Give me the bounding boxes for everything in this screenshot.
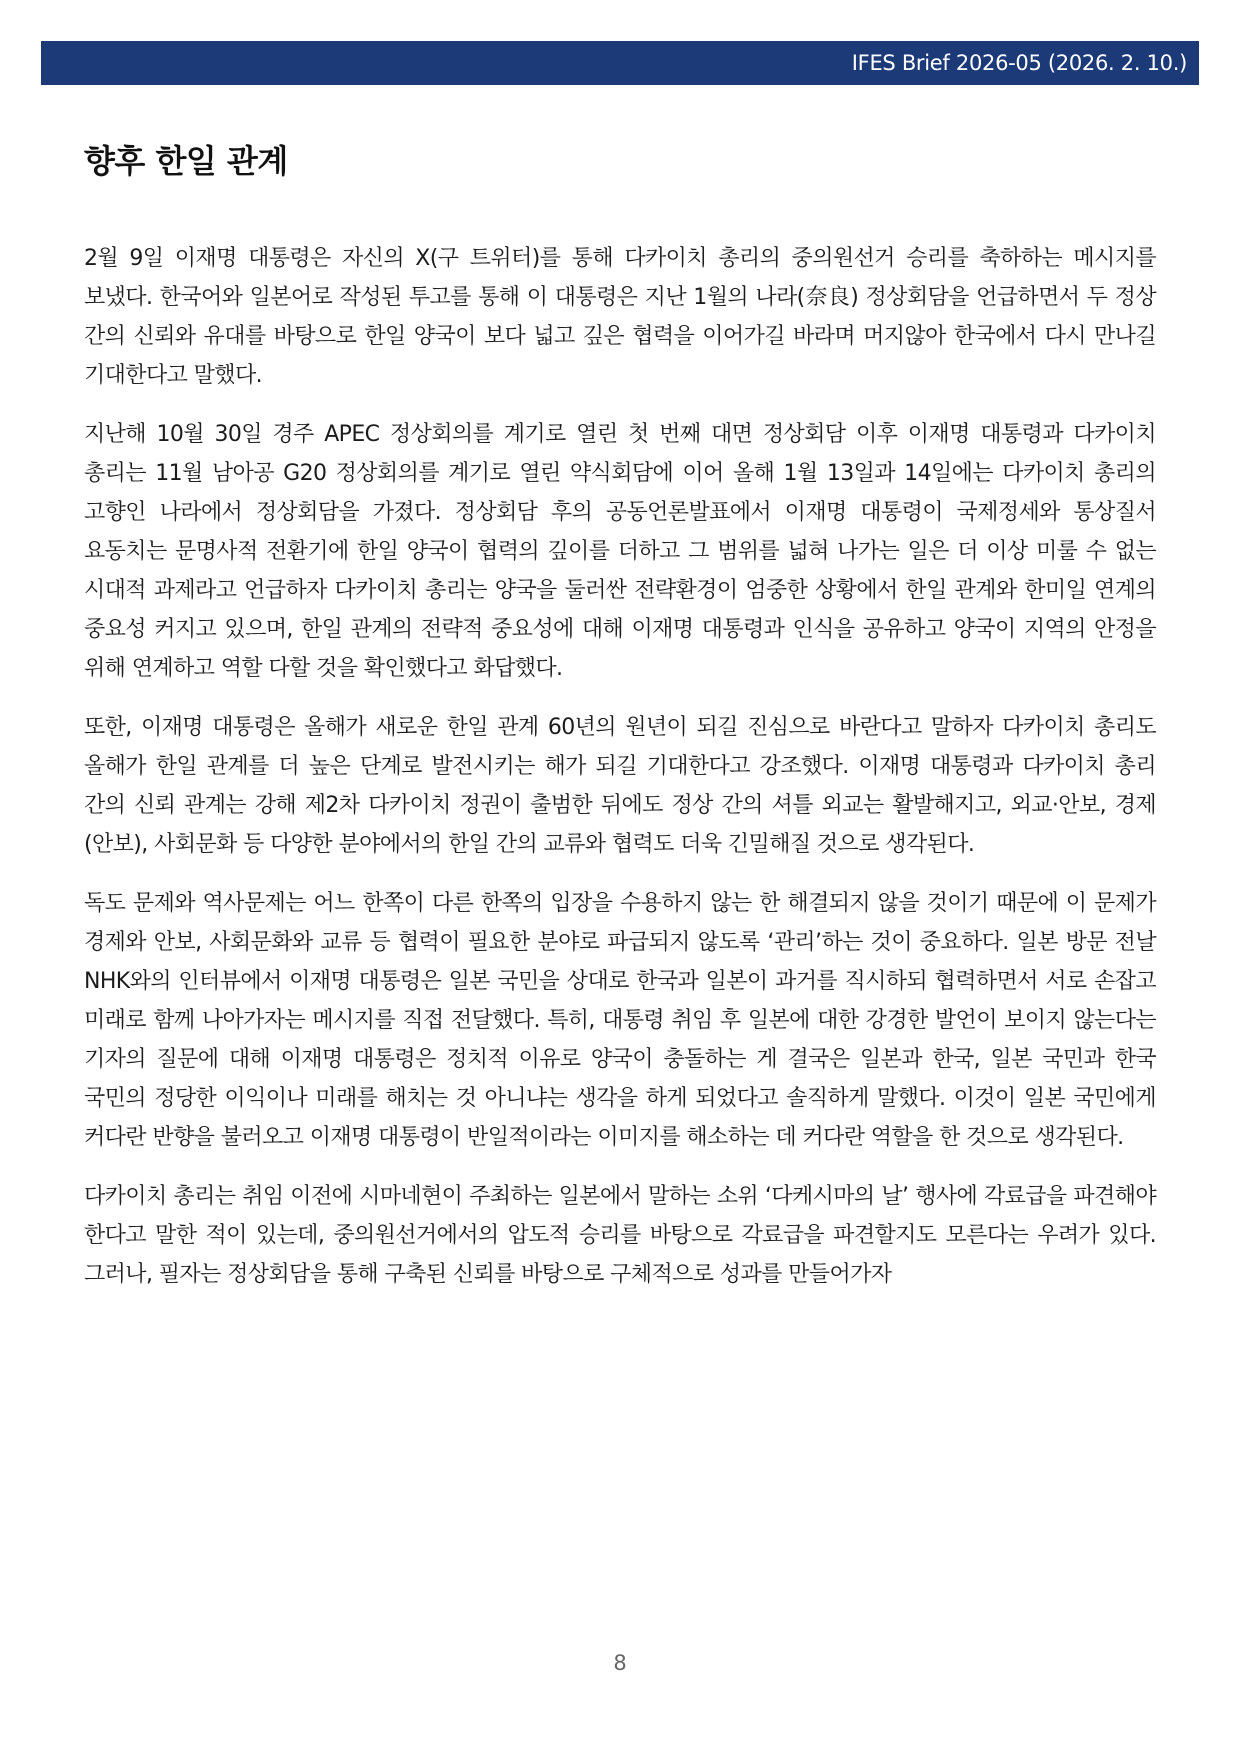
paragraph: 다카이치 총리는 취임 이전에 시마네현이 주최하는 일본에서 말하는 소위 ‘다케시마의 날’ 행사에 각료급을 파견해야 한다고 말한 적이 있는데, 중의원선거에서의 압도적 승리를 바탕으로 각료급을 파견할지도 모른다는 우려가 있다. 그러나, 필자는 정상회담을 통해 구축된 신뢰를 바탕으로 구체적으로 성과를 만들어가자 (84, 1184, 1156, 1287)
body-text (84, 239, 1156, 1314)
paragraph: 지난해 10월 30일 경주 APEC 정상회의를 계기로 열린 첫 번째 대면 정상회담 이후 이재명 대통령과 다카이치 총리는 11월 남아공 G20 정상회의를 계기로 열린 약식회담에 이어 올해 1월 13일과 14일에는 다카이치 총리의 고향인 나라에서 정상회담을 가졌다. 정상회담 후의 공동언론발표에서 이재명 대통령이 국제정세와 통상질서 요동치는 문명사적 전환기에 한일 양국이 협력의 깊이를 더하고 그 범위를 넓혀 나가는 일은 더 이상 미룰 수 없는 시대적 과제라고 언급하자 다카이치 총리는 양국을 둘러싼 전략환경이 엄중한 상황에서 한일 관계와 한미일 연계의 중요성 커지고 있으며, 한일 관계의 전략적 중요성에 대해 이재명 대통령과 인식을 공유하고 양국이 지역의 안정을 위해 연계하고 역할 다할 것을 확인했다고 화답했다. (84, 422, 1156, 681)
paragraph: 2월 9일 이재명 대통령은 자신의 X(구 트위터)를 통해 다카이치 총리의 중의원선거 승리를 축하하는 메시지를 보냈다. 한국어와 일본어로 작성된 투고를 통해 이 대통령은 지난 1월의 나라(奈良) 정상회담을 언급하면서 두 정상 간의 신뢰와 유대를 바탕으로 한일 양국이 보다 넓고 깊은 협력을 이어가길 바라며 머지않아 한국에서 다시 만나길 기대한다고 말했다. (84, 246, 1156, 388)
header-bar (41, 41, 1199, 85)
page-number: 8 (613, 1651, 627, 1675)
brief-label: IFES Brief 2026-05 (2026. 2. 10.) (851, 51, 1187, 75)
paragraph: 독도 문제와 역사문제는 어느 한쪽이 다른 한쪽의 입장을 수용하지 않는 한 해결되지 않을 것이기 때문에 이 문제가 경제와 안보, 사회문화와 교류 등 협력이 필요한 분야로 파급되지 않도록 ‘관리’하는 것이 중요하다. 일본 방문 전날 NHK와의 인터뷰에서 이재명 대통령은 일본 국민을 상대로 한국과 일본이 과거를 직시하되 협력하면서 서로 손잡고 미래로 함께 나아가자는 메시지를 직접 전달했다. 특히, 대통령 취임 후 일본에 대한 강경한 발언이 보이지 않는다는 기자의 질문에 대해 이재명 대통령은 정치적 이유로 양국이 충돌하는 게 결국은 일본과 한국, 일본 국민과 한국 국민의 정당한 이익이나 미래를 해치는 것 아니냐는 생각을 하게 되었다고 솔직하게 말했다. 이것이 일본 국민에게 커다란 반향을 불러오고 이재명 대통령이 반일적이라는 이미지를 해소하는 데 커다란 역할을 한 것으로 생각된다. (84, 891, 1156, 1150)
section-title: 향후 한일 관계 (84, 142, 288, 180)
paragraph: 또한, 이재명 대통령은 올해가 새로운 한일 관계 60년의 원년이 되길 진심으로 바란다고 말하자 다카이치 총리도 올해가 한일 관계를 더 높은 단계로 발전시키는 해가 되길 기대한다고 강조했다. 이재명 대통령과 다카이치 총리 간의 신뢰 관계는 강해 제2차 다카이치 정권이 출범한 뒤에도 정상 간의 셔틀 외교는 활발해지고, 외교·안보, 경제(안보), 사회문화 등 다양한 분야에서의 한일 간의 교류와 협력도 더욱 긴밀해질 것으로 생각된다. (84, 715, 1156, 857)
